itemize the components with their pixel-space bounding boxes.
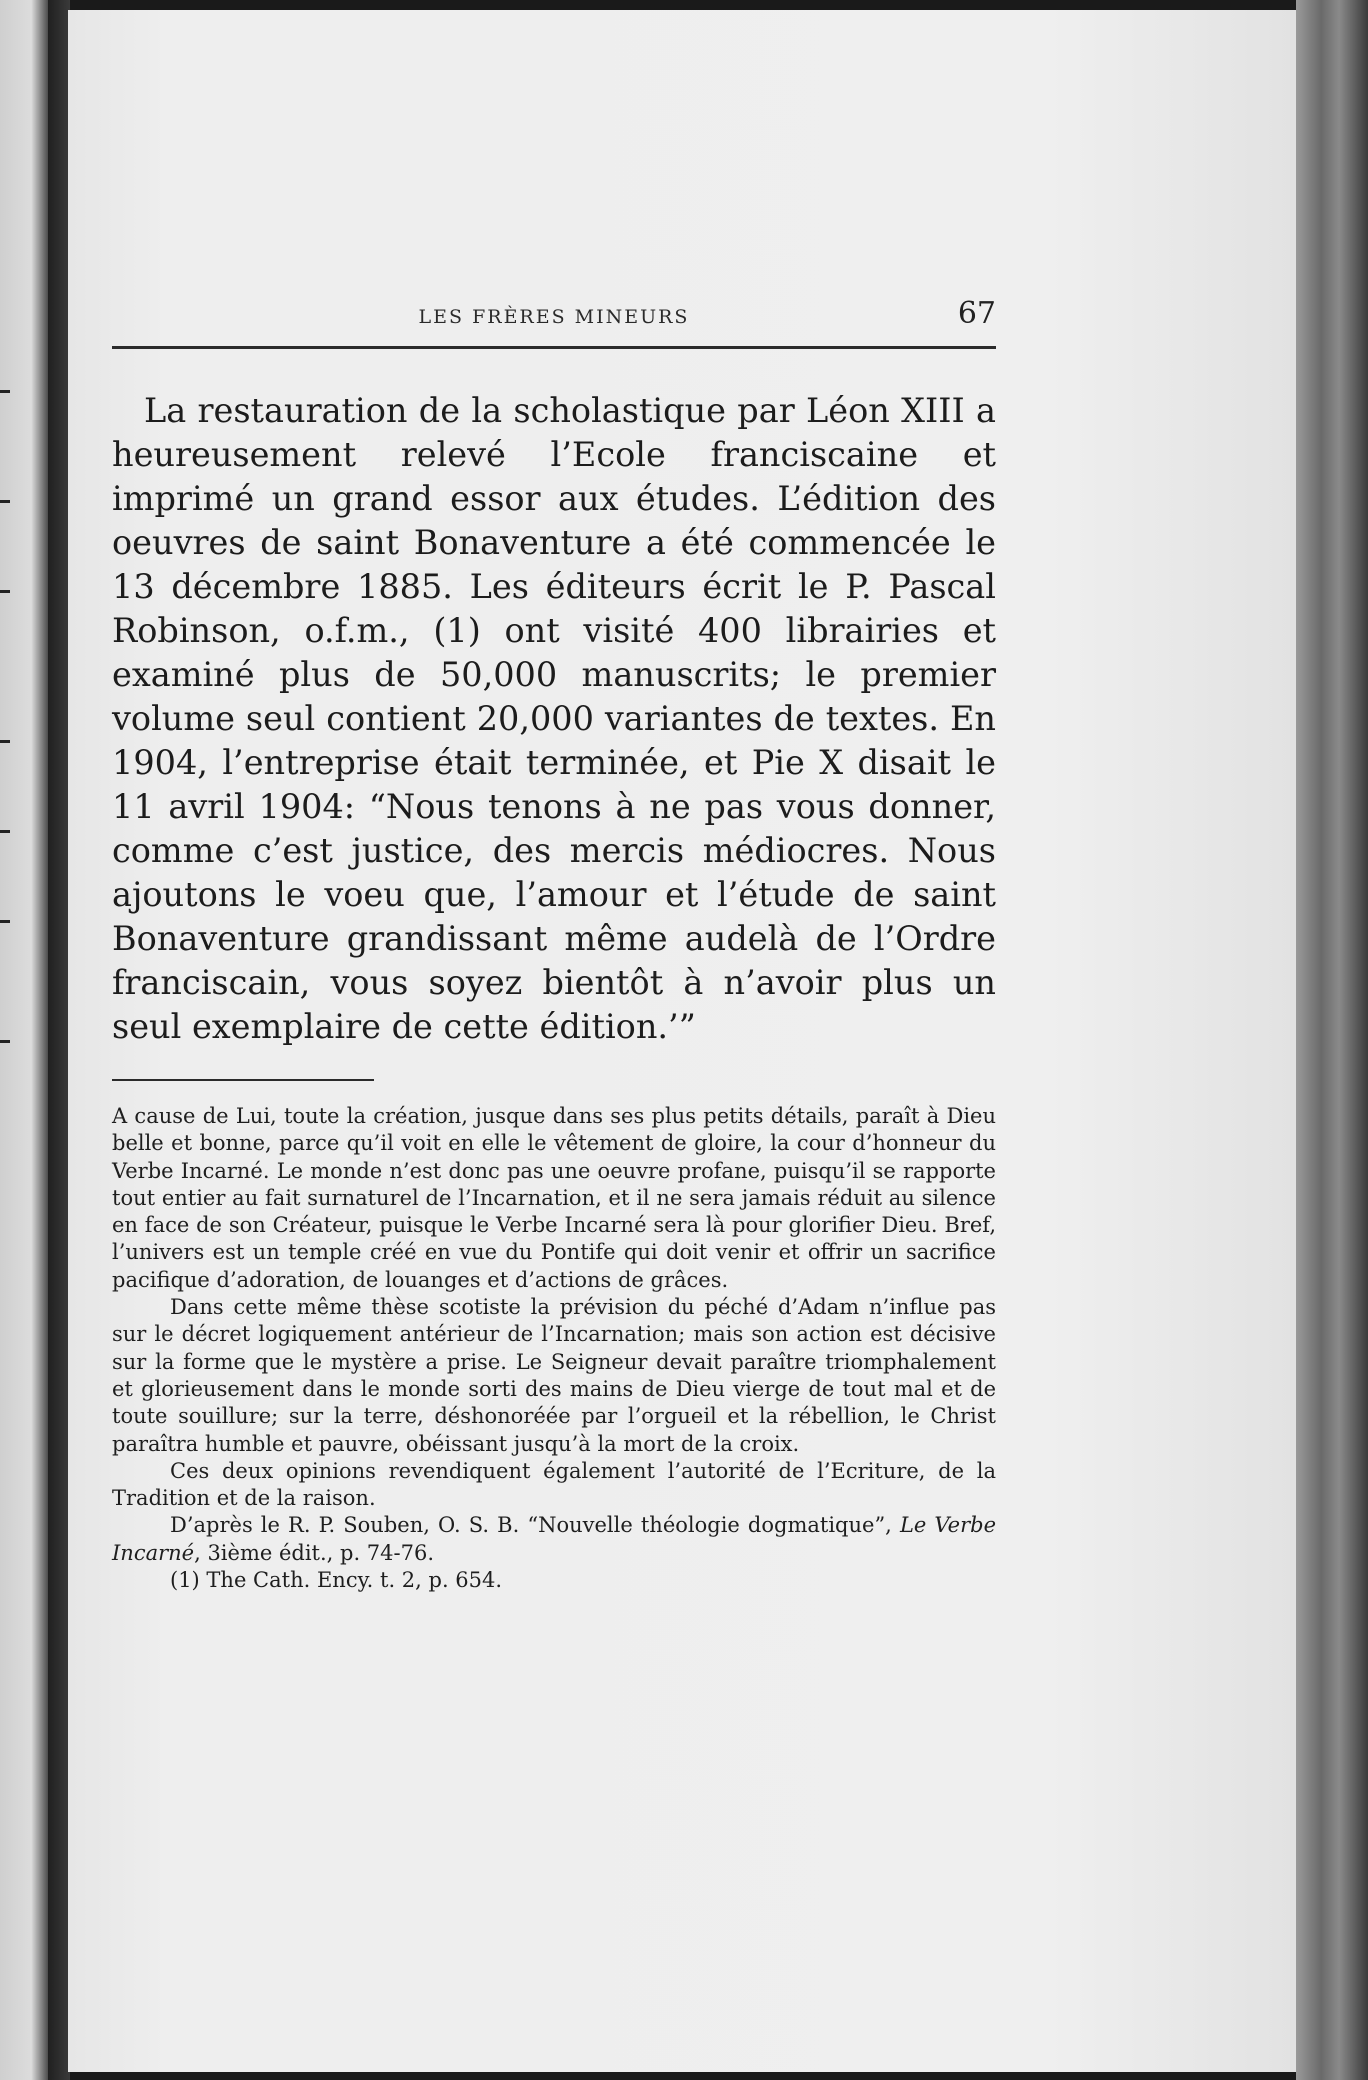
note-continued: A cause de Lui, toute la création, jusque dans ses plus petits détails, paraît à Dieu belle et bonne, parce qu’il voit en elle le vêtement de gloire, la cour d’honneur du Verbe Incarné. Le monde n’est donc pas une oeuvre profane, puisqu’il se rapporte tout entier au fait surnaturel de l’Incarnation, et il ne sera jamais réduit au silence en face de son Créateur, puisque le Verbe Incarné sera là pour glorifier Dieu. Bref, l’univers est un temple créé en vue du Pontife qui doit venir et offrir un sacrifice pacifique d’adoration, de louanges et d’actions de grâces. — [112, 1104, 996, 1292]
footnote-1: (1) The Cath. Ency. t. 2, p. 654. — [170, 1568, 503, 1593]
citation-prefix: D’après le R. P. Souben, O. S. B. “Nouvelle théologie dogmatique”, — [170, 1513, 900, 1538]
page-number: 67 — [957, 296, 996, 331]
citation-title: Le Verbe Incarné — [112, 1513, 996, 1565]
book-gutter — [48, 0, 70, 2080]
page-stack-edge — [1296, 0, 1368, 2080]
footnotes — [112, 1103, 996, 1594]
note-citation — [112, 1512, 996, 1567]
footnote-separator — [112, 1079, 374, 1081]
note-paragraph-2: Dans cette même thèse scotiste la prévision du péché d’Adam n’influe pas sur le décret logiquement antérieur de l’Incarnation; mais son action est décisive sur la forme que le mystère a prise. Le Seigneur devait paraître triomphalement et glorieusement dans le monde sorti des mains de Dieu vierge de tout mal et de toute souillure; sur la terre, déshonoréée par l’orgueil et la rébellion, le Christ paraîtra humble et pauvre, obéissant jusqu’à la mort de la croix. — [112, 1295, 996, 1456]
running-header — [112, 292, 996, 332]
header-rule — [112, 346, 996, 349]
running-title: LES FRÈRES MINEURS — [418, 306, 690, 328]
main-paragraph: La restauration de la scholastique par Léon XIII a heureusement relevé l’Ecole franciscaine et imprimé un grand essor aux études. L’édition des oeuvres de saint Bonaventure a été commencée le 13 décembre 1885. Les éditeurs écrit le P. Pascal Robinson, o.f.m., (1) ont visité 400 librairies et examiné plus de 50,000 manuscrits; le premier volume seul contient 20,000 variantes de textes. En 1904, l’entreprise était terminée, et Pie X disait le 11 avril 1904: “Nous tenons à ne pas vous donner, comme c’est justice, des mercis médiocres. Nous ajoutons le voeu que, l’amour et l’étude de saint Bonaventure grandissant même audelà de l’Ordre franciscain, vous soyez bientôt à n’avoir plus un seul exemplaire de cette édition.’” — [112, 391, 996, 1046]
page-content — [112, 292, 996, 1594]
facing-page-edge — [0, 0, 52, 2080]
citation-suffix: , 3ième édit., p. 74-76. — [194, 1540, 435, 1565]
note-paragraph-3: Ces deux opinions revendiquent également l’autorité de l’Ecriture, de la Tradition et de la raison. — [112, 1458, 996, 1511]
